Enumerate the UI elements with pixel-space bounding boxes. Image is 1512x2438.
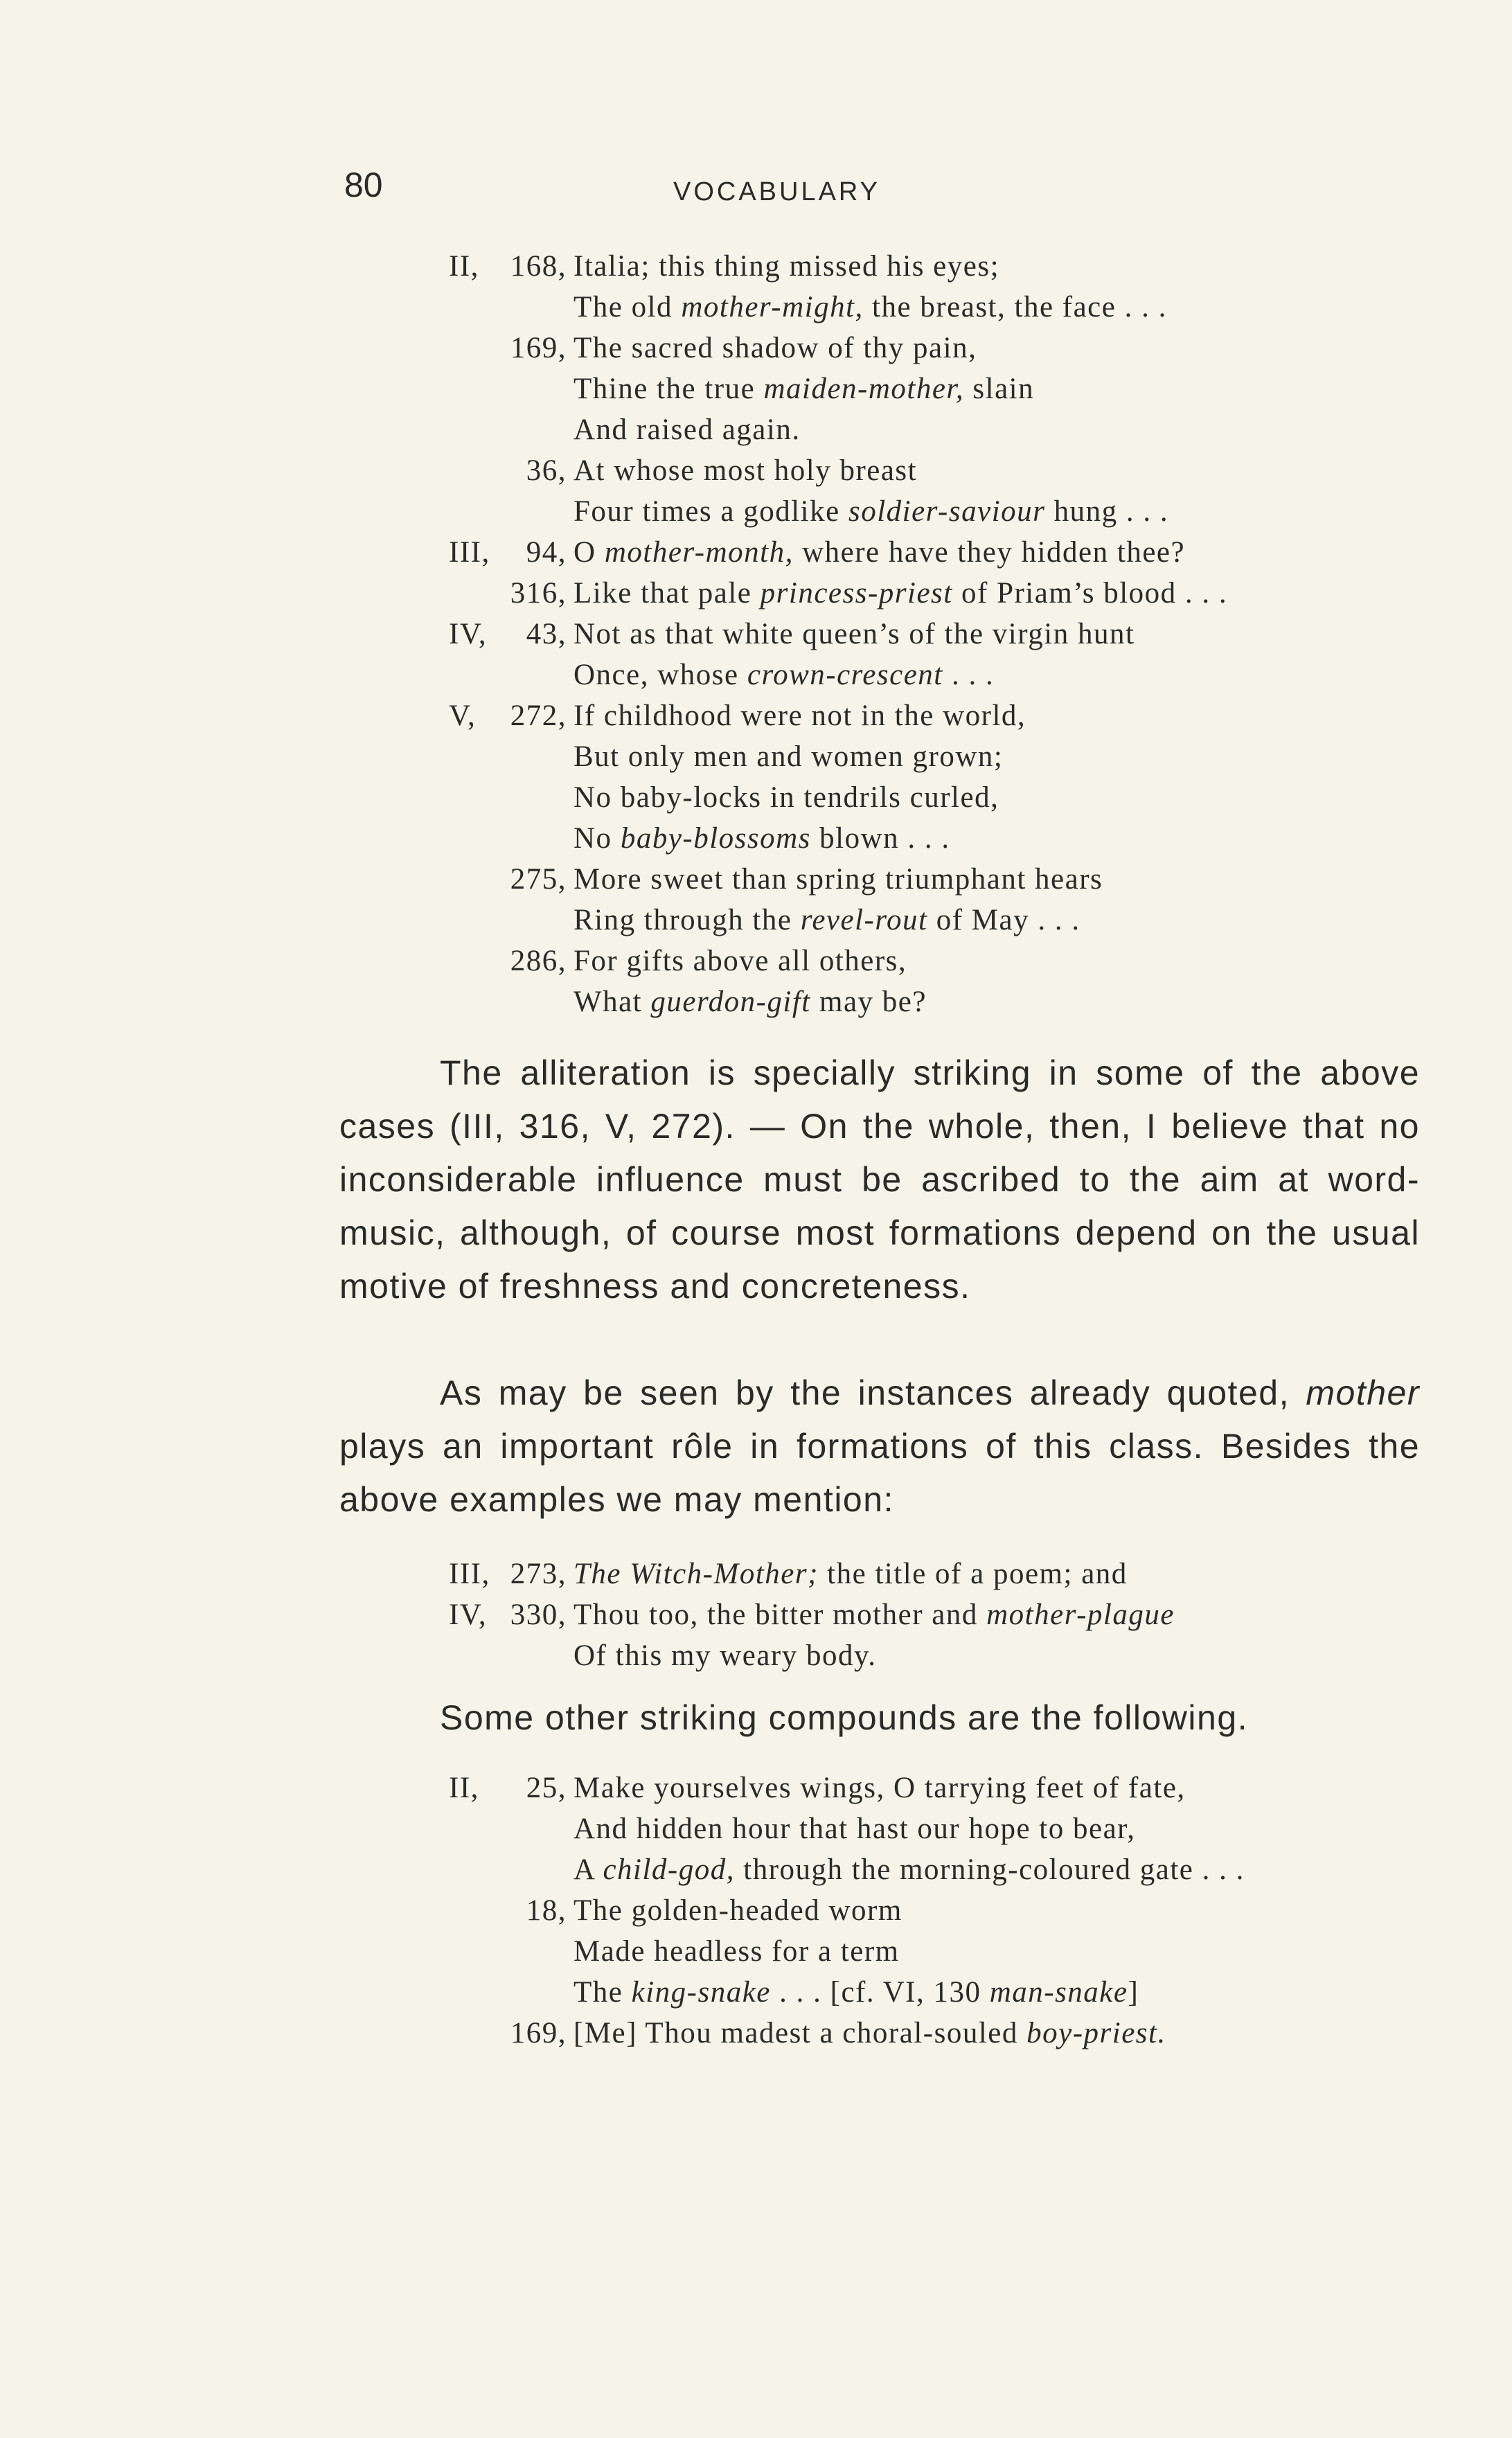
italic-compound: mother-month, [604,536,794,569]
italic-compound: soldier-saviour [848,495,1046,528]
page-reference: 43, [526,618,567,650]
quote-fragment: ] [1128,1976,1139,2009]
quote-text [573,573,1227,614]
quote-fragment: slain [964,373,1035,405]
quote-text [573,859,1103,900]
quote-text [573,287,1167,328]
page-reference: 169, [510,2017,567,2049]
page-reference: 36, [526,454,567,487]
quote-text [573,941,907,981]
quote-text [573,777,999,818]
page-reference: 275, [510,863,567,896]
quote-text [573,981,927,1022]
quote-fragment: And hidden hour that hast our hope to bear, [573,1813,1136,1845]
quote-fragment: The golden-headed worm [573,1894,902,1927]
quote-text [573,900,1080,941]
quote-text [573,818,950,859]
quote-text [573,1849,1245,1890]
quote-text [573,328,977,368]
quote-fragment: O [573,536,605,569]
volume-reference: III, [449,536,490,569]
quote-fragment: No [573,822,621,855]
quote-text [573,736,1003,777]
quote-fragment: More sweet than spring triumphant hears [573,863,1103,896]
quote-text [573,1890,902,1931]
quote-text [573,409,801,450]
paragraph-alliteration [339,1047,1420,1313]
page-reference: 330, [510,1599,567,1631]
quote-text [573,1931,900,1972]
quote-fragment: Italia; this thing missed his eyes; [573,250,1000,283]
paragraph-mother [339,1367,1420,1527]
quote-text [573,368,1034,409]
quote-text [573,1972,1139,2013]
quote-fragment: hung . . . [1045,495,1169,528]
quote-fragment: where have they hidden thee? [793,536,1186,569]
page-reference: 25, [526,1772,567,1804]
quote-fragment: . . . [cf. VI, 130 [770,1976,990,2009]
quote-text [573,1768,1186,1808]
quote-text [573,695,1026,736]
paragraph-text-end: plays an important rôle in formations of this class. Besides the above examples we may mention: [339,1427,1420,1519]
quote-text [573,1554,1128,1594]
italic-compound: mother-might, [681,291,864,323]
italic-compound: child-god, [603,1853,735,1886]
quote-fragment: If childhood were not in the world, [573,700,1026,732]
page-reference: 286, [510,945,567,977]
volume-reference: II, [449,250,479,283]
quote-fragment: Thine the true [573,373,764,405]
quote-text [573,1635,876,1676]
quote-fragment: At whose most holy breast [573,454,918,487]
quote-text [573,614,1135,655]
quote-fragment: And raised again. [573,413,801,446]
italic-compound: king-snake [631,1976,771,2009]
quote-fragment: of May . . . [927,904,1080,936]
paragraph-compounds: Some other striking compounds are the following. [440,1698,1249,1737]
volume-reference: III, [449,1558,490,1590]
italic-compound: guerdon-gift [650,986,811,1018]
quote-fragment: may be? [810,986,927,1018]
italic-compound: man-snake [989,1976,1128,2009]
volume-reference: IV, [449,1599,488,1631]
page-reference: 272, [510,700,567,732]
quote-fragment: . . . [943,659,995,691]
quote-text [573,246,999,287]
quote-fragment: Make yourselves wings, O tarrying feet of fate, [573,1772,1186,1804]
volume-reference: II, [449,1772,479,1804]
page-reference: 94, [526,536,567,569]
quote-fragment: of Priam’s blood . . . [952,577,1228,610]
quote-fragment: Made headless for a term [573,1935,900,1968]
quote-fragment: A [573,1853,603,1886]
italic-compound: mother-plague [986,1599,1175,1631]
italic-compound: The Witch-Mother; [573,1558,819,1590]
quote-fragment: Not as that white queen’s of the virgin hunt [573,618,1135,650]
quote-fragment: Thou too, the bitter mother and [573,1599,987,1631]
quote-fragment: The old [573,291,682,323]
italic-compound: crown-crescent [747,659,943,691]
quote-fragment: the title of a poem; and [818,1558,1128,1590]
quote-text [573,1594,1175,1635]
running-title: VOCABULARY [673,177,881,206]
quote-fragment: But only men and women grown; [573,740,1004,773]
quote-fragment: For gifts above all others, [573,945,907,977]
page-reference: 316, [510,577,567,610]
italic-compound: princess-priest [760,577,953,610]
page-number: 80 [344,166,383,204]
quote-fragment: [Me] Thou madest a choral-souled [573,2017,1027,2049]
quote-fragment: Once, whose [573,659,747,691]
quote-fragment: Four times a godlike [573,495,848,528]
quote-fragment: blown . . . [810,822,950,855]
paragraph-text-start: As may be seen by the instances already quoted, [440,1373,1306,1412]
quote-fragment: through the morning-coloured gate . . . [735,1853,1245,1886]
volume-reference: V, [449,700,477,732]
quote-fragment: Of this my weary body. [573,1639,877,1672]
italic-compound: revel-rout [800,904,928,936]
volume-reference: IV, [449,618,488,650]
page-reference: 169, [510,332,567,364]
quote-text [573,1808,1136,1849]
italic-compound: boy-priest. [1026,2017,1166,2049]
italic-compound: baby-blossoms [620,822,811,855]
italic-compound: maiden-mother, [763,373,965,405]
italic-word: mother [1306,1373,1420,1412]
page-reference: 168, [510,250,567,283]
quote-fragment: The [573,1976,632,2009]
page-reference: 273, [510,1558,567,1590]
paragraph-text: The alliteration is specially striking in some of the above cases (III, 316, V, 272). — On the whole, then, I believe that no inconsiderable influence must be ascribed to the aim at word-music, although, of course most formations depend on the usual motive of freshness and concreteness. [339,1053,1420,1306]
quote-fragment: the breast, the face . . . [863,291,1167,323]
quote-fragment: Like that pale [573,577,761,610]
quote-fragment: What [573,986,651,1018]
quote-fragment: Ring through the [573,904,801,936]
quote-text [573,450,917,491]
quote-fragment: No baby-locks in tendrils curled, [573,781,999,814]
quote-fragment: The sacred shadow of thy pain, [573,332,977,364]
page-reference: 18, [526,1894,567,1927]
quote-text [573,491,1168,532]
quote-text [573,532,1185,573]
quote-text [573,655,994,695]
quote-text [573,2013,1166,2054]
